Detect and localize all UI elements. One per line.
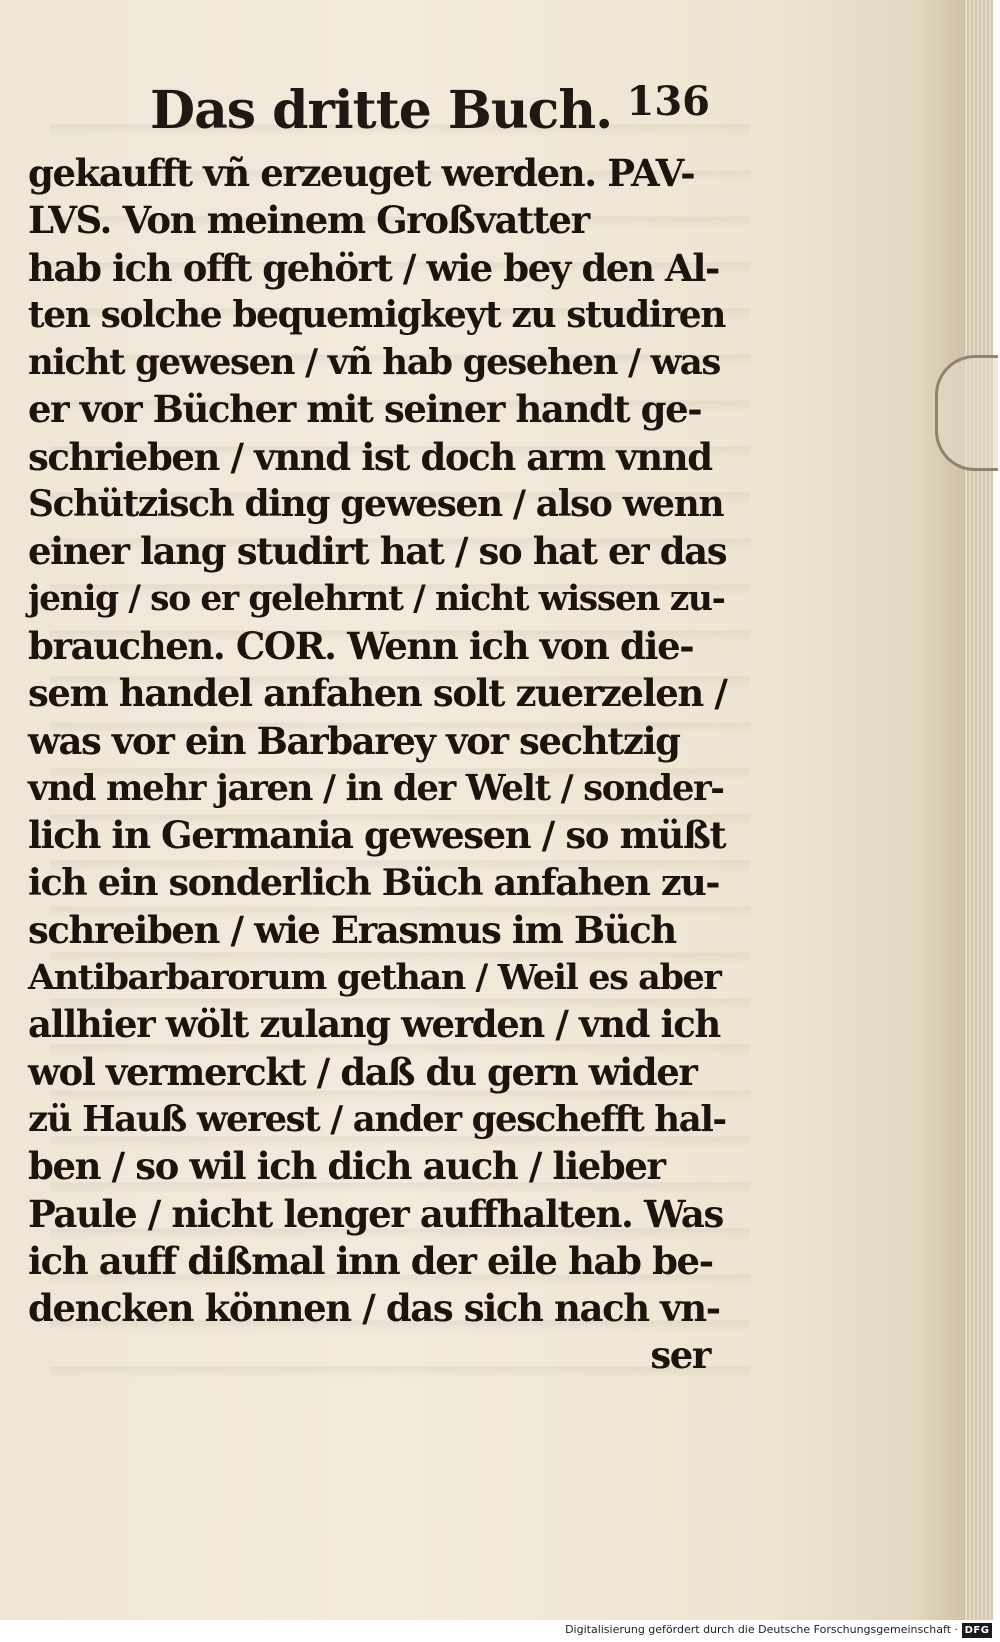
text-line: dencken können / das sich nach vn- bbox=[28, 1286, 720, 1331]
text-line: ser bbox=[650, 1333, 710, 1378]
running-head: Das dritte Buch. bbox=[150, 80, 613, 141]
text-line: allhier wölt zulang werden / vnd ich bbox=[28, 1002, 720, 1047]
text-line: wol vermerckt / daß du gern wider bbox=[28, 1049, 697, 1094]
text-line: ten solche bequemigkeyt zu studiren bbox=[28, 293, 726, 336]
text-line: was vor ein Barbarey vor sechtzig bbox=[28, 718, 680, 763]
text-line: vnd mehr jaren / in der Welt / sonder- bbox=[28, 767, 724, 809]
text-line: nicht gewesen / vñ hab gesehen / was bbox=[28, 342, 720, 384]
page-clip bbox=[935, 355, 998, 471]
page-header bbox=[150, 70, 710, 140]
text-line: Paule / nicht lenger auffhalten. Was bbox=[28, 1191, 723, 1236]
text-line: jenig / so er gelehrnt / nicht wissen zu- bbox=[28, 578, 725, 619]
text-line: LVS. Von meinem Großvatter bbox=[28, 198, 589, 243]
text-line: brauchen. COR. Wenn ich von die- bbox=[28, 623, 694, 668]
text-line: ben / so wil ich dich auch / lieber bbox=[28, 1144, 665, 1189]
text-line: ich auff dißmal inn der eile hab be- bbox=[28, 1238, 713, 1283]
dfg-logo: DFG bbox=[962, 1623, 992, 1638]
text-line: sem handel anfahen solt zuerzelen / bbox=[28, 671, 727, 716]
text-line: schreiben / wie Erasmus im Büch bbox=[28, 907, 676, 952]
text-line: hab ich offt gehört / wie bey den Al- bbox=[28, 245, 719, 290]
text-line: einer lang studirt hat / so hat er das bbox=[28, 529, 727, 574]
text-line: er vor Bücher mit seiner handt ge- bbox=[28, 387, 702, 432]
text-line: schrieben / vnnd ist doch arm vnnd bbox=[28, 434, 712, 479]
text-line: lich in Germania gewesen / so müßt bbox=[28, 813, 726, 858]
page-number: 136 bbox=[626, 78, 710, 125]
text-line: Schützisch ding gewesen / also wenn bbox=[28, 483, 724, 526]
text-line: zü Hauß werest / ander geschefft hal- bbox=[28, 1098, 726, 1140]
text-line: Antibarbarorum gethan / Weil es aber bbox=[28, 957, 721, 999]
page-edges bbox=[965, 0, 993, 1620]
text-line: gekaufft vñ erzeuget werden. PAV- bbox=[28, 151, 695, 195]
footer-bar bbox=[0, 1620, 1000, 1642]
text-line: ich ein sonderlich Büch anfahen zu- bbox=[28, 861, 720, 905]
body-text bbox=[28, 150, 728, 1380]
funding-note: Digitalisierung gefördert durch die Deutsche Forschungsgemeinschaft · bbox=[565, 1623, 958, 1636]
